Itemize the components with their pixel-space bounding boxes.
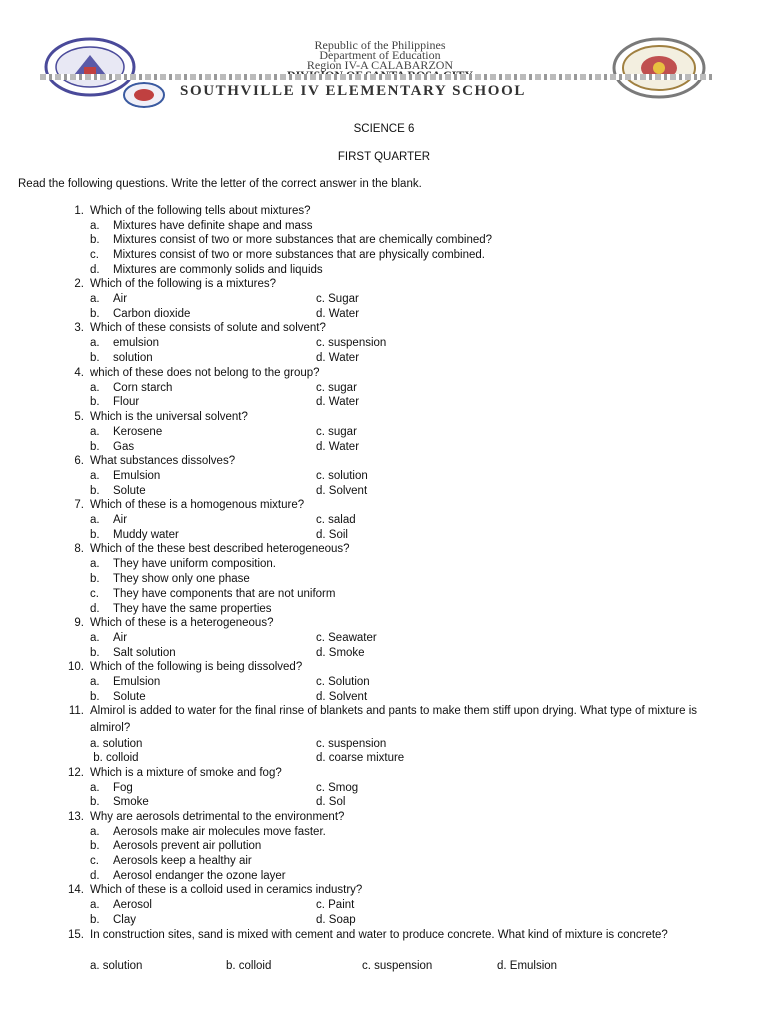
question-text: Which of these is a heterogeneous? <box>90 617 274 629</box>
option-text: Muddy water <box>113 529 179 541</box>
option-text: Emulsion <box>113 470 161 482</box>
option-right: d. Water <box>316 441 360 453</box>
option-letter: d. <box>90 264 100 276</box>
question-number: 7. <box>74 499 84 511</box>
option-letter: a. <box>90 899 100 911</box>
option-right: c. salad <box>316 514 356 526</box>
question-number: 13. <box>68 811 84 823</box>
option-letter: b. <box>90 529 100 541</box>
question-number: 14. <box>68 884 84 896</box>
page-title: SCIENCE 6 <box>353 123 415 135</box>
letterhead <box>0 0 768 112</box>
option-text: Air <box>113 632 128 644</box>
question-number: 15. <box>68 929 84 941</box>
question-number: 5. <box>74 411 84 423</box>
school-name: SOUTHVILLE IV ELEMENTARY SCHOOL <box>180 83 526 99</box>
school-seal-icon <box>122 82 166 108</box>
option-text: Clay <box>113 914 137 926</box>
option-letter: c. <box>90 249 99 261</box>
option-text: They have the same properties <box>113 603 272 615</box>
option-letter: a. <box>90 632 100 644</box>
option-letter: c. <box>90 855 99 867</box>
question-text: Which of the following is a mixtures? <box>90 278 276 290</box>
option-letter: a. <box>90 220 100 232</box>
option-text: Flour <box>113 396 140 408</box>
option-text: Smoke <box>113 796 149 808</box>
question-text: which of these does not belong to the group? <box>90 367 320 379</box>
option-text: Carbon dioxide <box>113 308 191 320</box>
question-number: 3. <box>74 322 84 334</box>
option-right: d. Water <box>316 352 360 364</box>
option-text: b. colloid <box>226 960 272 972</box>
option-text: They show only one phase <box>113 573 250 585</box>
option-text: Corn starch <box>113 382 173 394</box>
option-letter: a. <box>90 470 100 482</box>
option-right: c. Sugar <box>316 293 359 305</box>
option-right: d. Water <box>316 308 360 320</box>
question-number: 8. <box>74 543 84 555</box>
question-number: 9. <box>74 617 84 629</box>
option-letter: b. <box>90 396 100 408</box>
option-letter: a. <box>90 382 100 394</box>
option-letter: a. <box>90 782 100 794</box>
option-letter: a. <box>90 558 100 570</box>
option-letter: a. <box>90 826 100 838</box>
option-right: d. Soil <box>316 529 348 541</box>
deped-seal-icon <box>44 37 136 97</box>
question-number: 11. <box>68 705 84 717</box>
option-letter: a. <box>90 514 100 526</box>
question-text: Which of the following tells about mixtures? <box>90 205 311 217</box>
option-text: Air <box>113 293 128 305</box>
option-right: c. Solution <box>316 676 370 688</box>
option-text: Salt solution <box>113 647 176 659</box>
instructions: Read the following questions. Write the letter of the correct answer in the blank. <box>18 178 422 190</box>
option-letter: b. <box>90 308 100 320</box>
option-letter: b. <box>90 647 100 659</box>
question-text: Which is the universal solvent? <box>90 411 248 423</box>
option-text: b. colloid <box>90 752 139 764</box>
header-line-3: Region IV-A CALABARZON <box>306 58 454 72</box>
option-letter: b. <box>90 914 100 926</box>
option-text: d. Emulsion <box>497 960 558 972</box>
option-text: Aerosol <box>113 899 152 911</box>
option-letter: b. <box>90 796 100 808</box>
option-right: c. sugar <box>316 382 357 394</box>
option-text: c. suspension <box>362 960 433 972</box>
option-letter: d. <box>90 870 100 882</box>
question-text: Which is a mixture of smoke and fog? <box>90 767 282 779</box>
option-right: c. solution <box>316 470 368 482</box>
option-text: Mixtures have definite shape and mass <box>113 220 313 232</box>
option-right: c. suspension <box>316 738 387 750</box>
question-text: Almirol is added to water for the final rinse of blankets and pants to make them stiff upon drying. What type of mixture is almirol? <box>90 705 698 734</box>
option-right: c. Seawater <box>316 632 377 644</box>
option-letter: b. <box>90 485 100 497</box>
option-text: a. solution <box>90 738 143 750</box>
option-letter: a. <box>90 426 100 438</box>
option-right: d. Smoke <box>316 647 365 659</box>
option-text: Mixtures consist of two or more substances that are physically combined. <box>113 249 485 261</box>
option-letter: d. <box>90 603 100 615</box>
option-text: Aerosols keep a healthy air <box>113 855 252 867</box>
option-text: Mixtures are commonly solids and liquids <box>113 264 323 276</box>
question-text: Which of the these best described heterogeneous? <box>90 543 350 555</box>
question-text: In construction sites, sand is mixed with cement and water to produce concrete. What kind of mixture is concrete? <box>90 929 668 941</box>
option-text: a. solution <box>90 960 143 972</box>
question-text: Which of these is a homogenous mixture? <box>90 499 305 511</box>
option-letter: b. <box>90 691 100 703</box>
question-number: 4. <box>74 367 84 379</box>
option-right: d. coarse mixture <box>316 752 405 764</box>
option-right: d. Solvent <box>316 485 368 497</box>
option-right: d. Sol <box>316 796 346 808</box>
question-text: Which of these is a colloid used in ceramics industry? <box>90 884 363 896</box>
question-text: Which of the following is being dissolved? <box>90 661 303 673</box>
option-right: d. Solvent <box>316 691 368 703</box>
option-letter: c. <box>90 588 99 600</box>
question-number: 10. <box>68 661 84 673</box>
page-subtitle: FIRST QUARTER <box>337 151 431 163</box>
option-text: Fog <box>113 782 133 794</box>
option-right: c. sugar <box>316 426 357 438</box>
option-letter: b. <box>90 352 100 364</box>
option-letter: a. <box>90 676 100 688</box>
question-number: 2. <box>74 278 84 290</box>
option-right: d. Water <box>316 396 360 408</box>
option-text: Mixtures consist of two or more substances that are chemically combined? <box>113 234 493 246</box>
option-text: Air <box>113 514 128 526</box>
option-text: Kerosene <box>113 426 163 438</box>
option-text: Aerosols make air molecules move faster. <box>113 826 326 838</box>
header-line-1: Republic of the Philippines <box>314 38 446 52</box>
question-text: Which of these consists of solute and solvent? <box>90 322 326 334</box>
option-right: c. Paint <box>316 899 355 911</box>
question-number: 12. <box>68 767 84 779</box>
option-text: Gas <box>113 441 135 453</box>
header-line-2: Department of Education <box>319 48 441 62</box>
option-letter: a. <box>90 337 100 349</box>
question-number: 6. <box>74 455 84 467</box>
option-letter: b. <box>90 840 100 852</box>
question-number: 1. <box>74 205 84 217</box>
option-right: c. suspension <box>316 337 387 349</box>
option-text: Aerosol endanger the ozone layer <box>113 870 286 882</box>
option-letter: b. <box>90 573 100 585</box>
option-text: They have components that are not uniform <box>113 588 336 600</box>
option-text: They have uniform composition. <box>113 558 276 570</box>
option-right: c. Smog <box>316 782 359 794</box>
option-letter: b. <box>90 441 100 453</box>
option-right: d. Soap <box>316 914 356 926</box>
option-letter: b. <box>90 234 100 246</box>
question-text: Why are aerosols detrimental to the environment? <box>90 811 345 823</box>
option-letter: a. <box>90 293 100 305</box>
option-text: Solute <box>113 691 146 703</box>
option-text: Solute <box>113 485 146 497</box>
option-text: Aerosols prevent air pollution <box>113 840 262 852</box>
option-text: solution <box>113 352 153 364</box>
option-text: Emulsion <box>113 676 161 688</box>
option-text: emulsion <box>113 337 160 349</box>
decorative-band <box>40 74 712 80</box>
question-text: What substances dissolves? <box>90 455 236 467</box>
